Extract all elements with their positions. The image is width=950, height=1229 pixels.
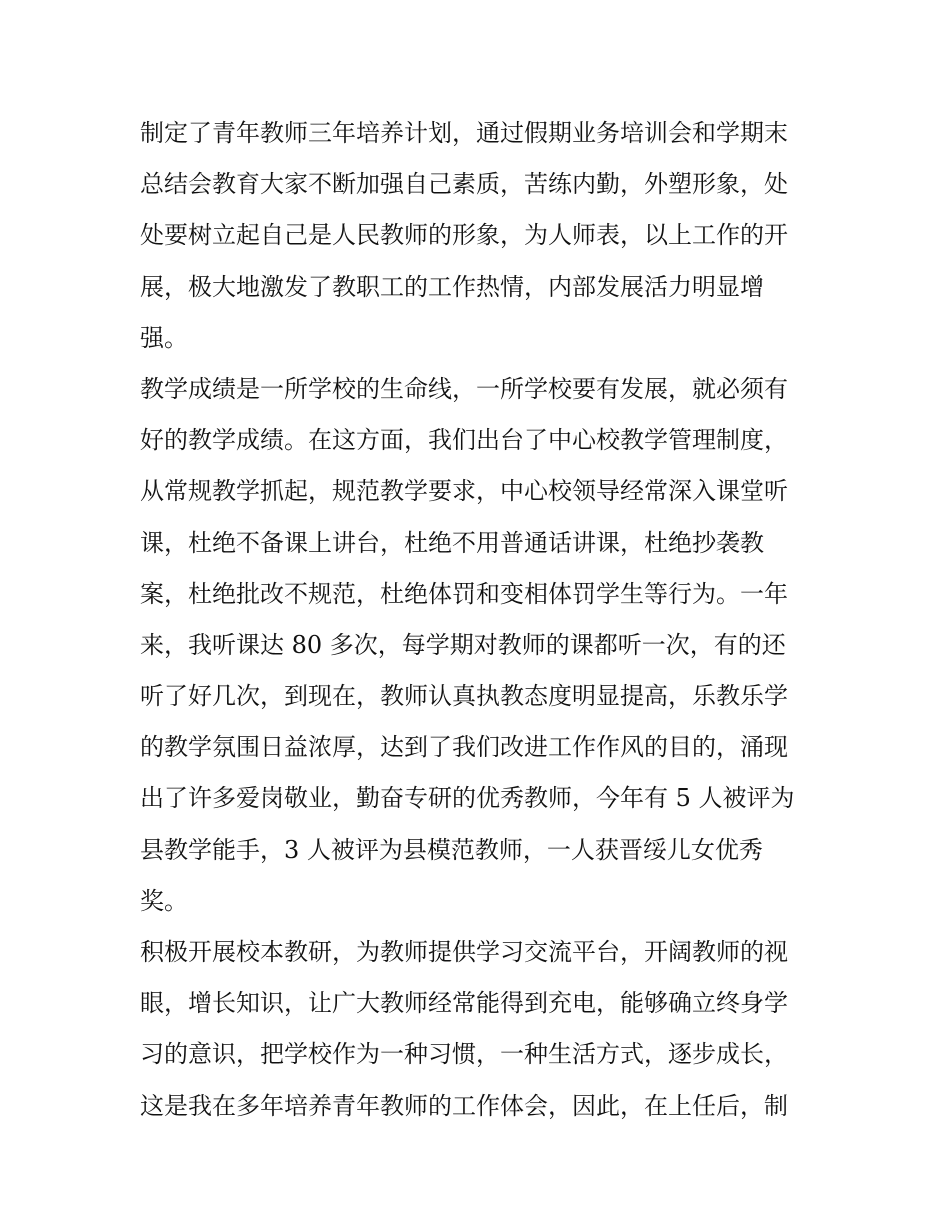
text-line: 出了许多爱岗敬业，勤奋专研的优秀教师，今年有 5 人被评为: [140, 784, 795, 813]
text-line: 课，杜绝不备课上讲台，杜绝不用普通话讲课，杜绝抄袭教: [140, 528, 764, 557]
text-line: 听了好几次，到现在，教师认真执教态度明显提高，乐教乐学: [140, 682, 788, 711]
text-line: 好的教学成绩。在这方面，我们出台了中心校教学管理制度，: [140, 426, 788, 455]
body-text: [140, 108, 830, 1132]
text-line: 处要树立起自己是人民教师的形象，为人师表，以上工作的开: [140, 221, 788, 250]
text-line: 这是我在多年培养青年教师的工作体会，因此，在上任后，制: [140, 1091, 788, 1120]
text-line: 奖。: [140, 886, 188, 915]
text-line: 来，我听课达 80 多次，每学期对教师的课都听一次，有的还: [140, 630, 786, 659]
text-line: 从常规教学抓起，规范教学要求，中心校领导经常深入课堂听: [140, 477, 788, 506]
text-line: 的教学氛围日益浓厚，达到了我们改进工作作风的目的，涌现: [140, 733, 788, 762]
text-line: 展，极大地激发了教职工的工作热情，内部发展活力明显增: [140, 272, 764, 301]
text-line: 县教学能手，3 人被评为县模范教师，一人获晋绥儿女优秀: [140, 835, 763, 864]
text-line: 制定了青年教师三年培养计划，通过假期业务培训会和学期末: [140, 119, 788, 147]
text-line: 案，杜绝批改不规范，杜绝体罚和变相体罚学生等行为。一年: [140, 579, 788, 608]
text-line: 强。: [140, 323, 188, 352]
text-line: 总结会教育大家不断加强自己素质，苦练内勤，外塑形象，处: [140, 170, 788, 199]
text-line: 眼，增长知识，让广大教师经常能得到充电，能够确立终身学: [140, 989, 788, 1018]
text-line: 习的意识，把学校作为一种习惯，一种生活方式，逐步成长，: [140, 1040, 788, 1069]
text-line: 教学成绩是一所学校的生命线，一所学校要有发展，就必须有: [140, 374, 788, 403]
text-line: 积极开展校本教研，为教师提供学习交流平台，开阔教师的视: [140, 938, 788, 966]
